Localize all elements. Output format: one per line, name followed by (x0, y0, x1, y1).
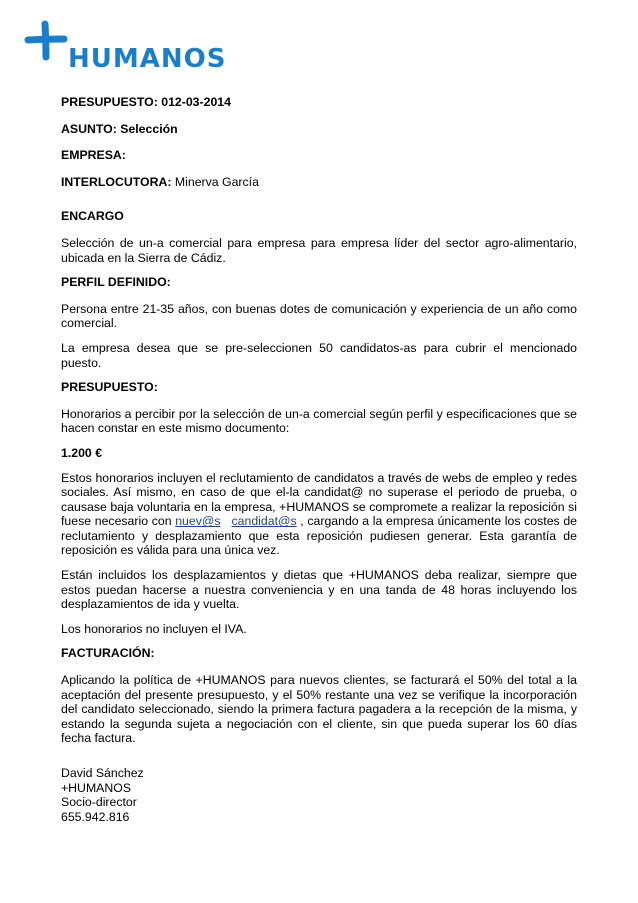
asunto-value: Selección (120, 121, 178, 136)
humanos-logo (24, 20, 244, 74)
signature-role: Socio-director (61, 795, 137, 810)
plus-icon (28, 24, 64, 57)
perfil-text-1: Persona entre 21-35 años, con buenas dotes de comunicación y experiencia de un año como comercial. (61, 301, 577, 331)
signature-company: +HUMANOS (61, 780, 132, 795)
presupuesto-line (61, 95, 577, 110)
logo-text: HUMANOS (68, 44, 227, 74)
presupuesto-title: PRESUPUESTO: (61, 380, 158, 395)
interlocutora-line (61, 175, 577, 190)
perfil-text-2: La empresa desea que se pre-seleccionen 50 candidatos-as para cubrir el mencionado puesto. (61, 340, 577, 370)
document-body (61, 95, 577, 824)
interlocutora-value: Minerva García (174, 174, 259, 189)
empresa-label: EMPRESA: (61, 148, 126, 163)
perfil-title: PERFIL DEFINIDO: (61, 275, 171, 290)
desplazamientos-paragraph: Están incluidos los desplazamientos y dietas que +HUMANOS deba realizar, siempre que estos puedan hacerse a nuestra conveniencia y en una tanda de 48 horas incluyendo los desplazamientos de ida y vuelta. (61, 568, 577, 612)
interlocutora-label: INTERLOCUTORA: (61, 174, 172, 189)
signature-name: David Sánchez (61, 766, 144, 780)
candidatos-link[interactable]: candidat@s (231, 514, 297, 529)
signature-phone: 655.942.816 (61, 809, 130, 824)
presupuesto-label: PRESUPUESTO: (61, 95, 158, 109)
asunto-label: ASUNTO: (61, 121, 117, 136)
nuevos-link[interactable]: nuev@s (175, 514, 221, 529)
empresa-line (61, 148, 577, 163)
encargo-text: Selección de un-a comercial para empresa para empresa líder del sector agro-alimentario, ubicada en la Sierra de Cádiz. (61, 235, 577, 265)
honorarios-paragraph (61, 471, 577, 559)
facturacion-title: FACTURACIÓN: (61, 646, 155, 661)
iva-paragraph: Los honorarios no incluyen el IVA. (61, 621, 247, 636)
facturacion-text: Aplicando la política de +HUMANOS para nuevos clientes, se facturará el 50% del total a la aceptación del presente presupuesto, y el 50% restante una vez se verifique la incorporación del candidato seleccionado, siendo la primera factura pagadera a la recepción de la misma, y estando la segunda sujeta a negociación con el cliente, sin que pueda superar los 60 días fecha factura. (61, 673, 577, 746)
presupuesto-amount: 1.200 € (61, 445, 103, 460)
asunto-line (61, 122, 577, 137)
presupuesto-text: Honorarios a percibir por la selección de un-a comercial según perfil y especificaciones que se hacen constar en este mismo documento: (61, 406, 577, 436)
honorarios-text-end: , cargando a la empresa únicamente los costes de reclutamiento y desplazamiento que esta reposición pudiesen generar. Esta garantía de reposición es válida para una única vez. (61, 514, 578, 558)
presupuesto-value: 012-03-2014 (161, 95, 231, 109)
honorarios-text-start: Estos honorarios incluyen el reclutamiento de candidatos a través de webs de empleo y redes sociales. Así mismo, en caso de que el-la candidat@ no superase el periodo de prueba, o causase baja voluntaria en la empresa, +HUMANOS se compromete a realizar la reposición si fuese necesario con (61, 470, 577, 529)
encargo-title: ENCARGO (61, 209, 124, 224)
